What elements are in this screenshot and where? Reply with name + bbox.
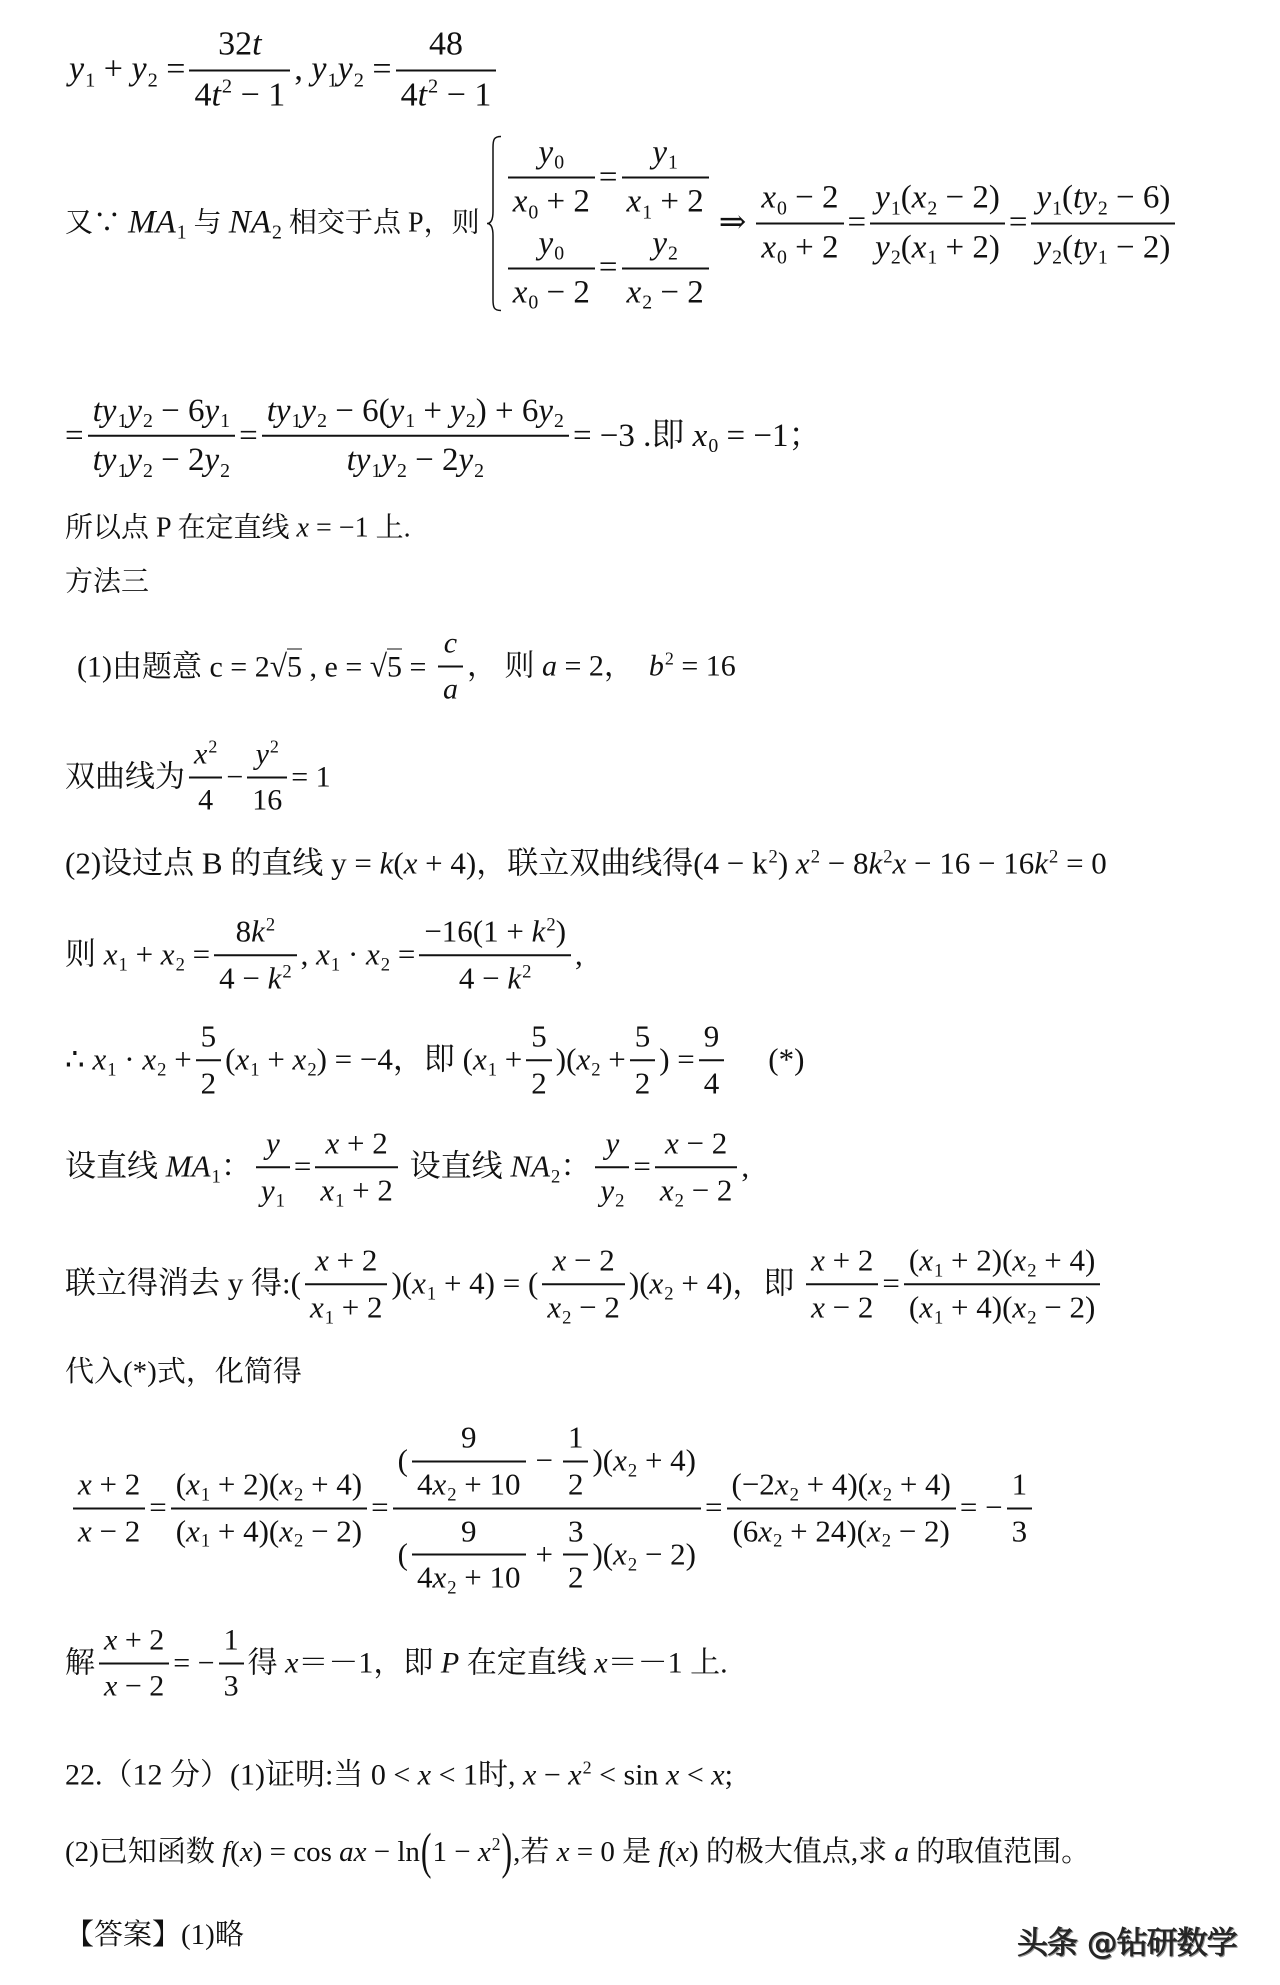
question-part1-text: (1)证明:当 0 < x < 1时, $x - x^2 < \sin x < x$; (230, 1757, 733, 1792)
numerator: $(-2x_2 + 4)(x_2 + 4)$ (727, 1465, 956, 1509)
denominator: $4t^2 - 1$ (400, 75, 492, 113)
denominator: $(6x_2 + 24)(x_2 - 2)$ (732, 1513, 950, 1552)
method2-conclusion (65, 511, 411, 546)
numerator: $y^2$ (247, 736, 287, 779)
numerator: x + 2 (305, 1241, 388, 1285)
numerator: $(x_1 + 2)(x_2 + 4)$ (171, 1465, 367, 1509)
product-lhs: , $y_1y_2$ = (294, 50, 392, 92)
denominator: $ty_1y_2 - 2y_2$ (346, 442, 485, 482)
part2-pre: (2)已知函数 f(x) = cos ax − ln (65, 1835, 420, 1868)
equals: = − (173, 1646, 215, 1680)
fraction (396, 24, 497, 117)
numerator: x − 2 (655, 1124, 738, 1168)
conjunction: 与 (186, 207, 229, 239)
equals: = (598, 249, 618, 286)
line-na2: $NA_2$ (510, 1148, 561, 1188)
denominator: $y_1$ (260, 1172, 285, 1211)
numerator: 9 (412, 1419, 526, 1463)
fraction (189, 24, 290, 117)
fraction (256, 1124, 290, 1210)
numerator: $ty_1y_2 - 6y_1$ (88, 391, 235, 437)
line-b-pre: (2)设过点 B 的直线 y = (65, 845, 380, 881)
denominator (393, 1509, 701, 1598)
numerator: $y_0$ (508, 133, 595, 179)
numerator: 9 (699, 1017, 725, 1061)
system-row (504, 133, 713, 224)
numerator: $x_0 - 2$ (756, 178, 843, 224)
denominator: $4 - k^2$ (219, 960, 292, 995)
eliminate-part: )$(x_2 + 4)$，即 (628, 1265, 803, 1305)
big-paren-close: ) (501, 1823, 513, 1880)
equals: = (371, 1489, 389, 1525)
denominator: $y_2$ (600, 1172, 625, 1211)
denominator: x − 2 (78, 1513, 141, 1548)
intersection-tail: 相交于点 P，则 (281, 207, 480, 239)
ratio-result: = −3 .即 $x_0 = -1$； (572, 417, 822, 457)
line-b-math: k(x + 4) (379, 845, 477, 881)
question-22-part2 (65, 1823, 1091, 1880)
equals: = (598, 159, 618, 196)
fraction (699, 1017, 725, 1103)
fraction (73, 1465, 145, 1551)
numerator: $ty_1y_2 - 6(y_1 + y_2) + 6y_2$ (262, 391, 569, 437)
equals: = (149, 1489, 167, 1525)
question-number: 22. (65, 1758, 103, 1792)
fraction (622, 133, 709, 224)
numerator: $-16(1 + k^2)$ (419, 912, 571, 956)
conclusion-pre: 所以点 P 在定直线 (65, 512, 297, 544)
method3-heading (65, 565, 149, 600)
denominator: $x_2 - 2$ (547, 1289, 620, 1328)
quadratic-equation: $x^2 - 8k^2x - 16 - 16k^2 = 0$ (795, 845, 1107, 881)
fraction (508, 133, 595, 224)
product-lhs: , $x_1 \cdot x_2$ = (300, 936, 416, 976)
denominator: x − 2 (811, 1289, 874, 1324)
denominator: $4x_2 + 10$ (416, 1466, 521, 1506)
line-through-b (65, 845, 1107, 884)
relation-part: $(x_1 + x_2) = -4$，即 ($x_1$ + (225, 1041, 523, 1081)
numerator: x − 2 (542, 1241, 625, 1285)
denominator: 2 (531, 1065, 547, 1100)
denominator: $x_1 + 2$ (320, 1172, 393, 1211)
fraction (189, 736, 222, 819)
fraction (630, 1017, 656, 1103)
denominator: $x_1 + 2$ (309, 1289, 383, 1328)
vieta-line (65, 912, 583, 998)
eliminate-pre: 联立得消去 y 得:( (65, 1265, 301, 1301)
equals: = (847, 204, 867, 241)
vieta-t-equation (69, 24, 500, 117)
vieta-pre: 则 (65, 936, 104, 972)
brace-icon (486, 135, 502, 311)
fraction (247, 736, 287, 819)
conclusion-post: 上. (368, 512, 411, 544)
numerator: x + 2 (73, 1465, 145, 1509)
denominator: $x_2 - 2$ (626, 274, 704, 314)
numerator: $y_1$ (622, 133, 709, 179)
denominator: 2 (200, 1065, 217, 1100)
fraction (262, 391, 569, 482)
intersection-line (65, 133, 1179, 314)
hyperbola-pre: 双曲线为 (65, 760, 185, 794)
factor: )$(x_2 + 4)$ (592, 1442, 697, 1482)
minus: − (226, 760, 244, 794)
answer-text: (1)略 (181, 1918, 244, 1951)
relation-line (65, 1017, 804, 1103)
lines-ma1-na2 (65, 1124, 749, 1210)
denominator: 3 (1011, 1513, 1028, 1548)
equation-system (504, 133, 713, 314)
fraction (315, 1124, 398, 1210)
ratio-line (65, 391, 821, 482)
denominator: 16 (252, 783, 283, 816)
fraction (214, 912, 297, 998)
fraction (595, 1124, 629, 1210)
denominator: $ty_1y_2 - 2y_2$ (92, 442, 231, 482)
fraction (526, 1017, 552, 1103)
intersection-lead: 又∵ (65, 207, 129, 239)
numerator: c (438, 625, 463, 668)
denominator: $x_1 + 2$ (626, 183, 704, 224)
numerator: $y_0$ (508, 223, 595, 269)
equation-tag: (*) (768, 1041, 805, 1077)
solve-label: 解 (65, 1646, 95, 1680)
fraction (622, 223, 709, 314)
numerator: 1 (219, 1622, 244, 1665)
part2-post: ,若 x = 0 是 f(x) 的极大值点,求 a 的取值范围。 (513, 1835, 1091, 1868)
conclusion-text: 得 x＝－1，即 P 在定直线 x＝－1 上. (247, 1646, 728, 1680)
eccentricity-line (77, 625, 736, 708)
fraction (870, 178, 1005, 269)
hyperbola-line (65, 736, 331, 819)
numerator: 5 (196, 1017, 222, 1061)
eccentricity-pre: (1)由题意 c = 2√5 , e = √5 = (77, 648, 434, 684)
fraction (508, 223, 595, 314)
therefore-symbol: ∴ (65, 1041, 93, 1077)
denominator: 4 (703, 1065, 720, 1100)
big-paren-open: ( (420, 1823, 432, 1880)
implies-arrow: ⇒ (718, 204, 747, 241)
eccentricity-mid: ， 则 (466, 649, 542, 683)
numerator: $y_1(x_2 - 2)$ (870, 178, 1005, 224)
relation-part: )($x_2$ + (555, 1041, 626, 1081)
sum-lhs: $x_1 + x_2$ = (103, 936, 211, 976)
fraction (727, 1465, 956, 1551)
denominator: $x_0 - 2$ (512, 274, 590, 314)
eccentricity-result: a = 2， $b^2 = 16$ (541, 648, 736, 683)
operator: + (535, 1536, 553, 1572)
denominator: a (442, 672, 458, 705)
relation-part: ) = (659, 1041, 695, 1077)
denominator: $4 - k^2$ (458, 960, 532, 995)
numerator: 9 (412, 1512, 526, 1556)
fraction (419, 912, 571, 998)
method3-conclusion (65, 1622, 728, 1705)
colon: ： (560, 1148, 592, 1184)
fraction (305, 1241, 388, 1327)
numerator: 48 (396, 24, 497, 72)
factor: )$(x_2 - 2)$ (592, 1536, 697, 1576)
fraction (563, 1512, 589, 1598)
compound-fraction (393, 1419, 701, 1598)
numerator: y (595, 1124, 629, 1168)
fraction (563, 1419, 589, 1505)
equals: = (705, 1489, 723, 1525)
denominator: $y_2(x_1 + 2)$ (875, 229, 1000, 269)
denominator: $x_2 - 2$ (659, 1172, 733, 1211)
colon: ： (220, 1148, 252, 1184)
denominator: $x_0 + 2$ (761, 229, 839, 269)
equals: = (293, 1148, 312, 1184)
line-ma1: $MA_1$ (165, 1148, 221, 1188)
denominator: $4x_2 + 10$ (416, 1559, 521, 1599)
numerator: 3 (563, 1512, 589, 1556)
sum-lhs: $y_1 + y_2$ = (69, 50, 186, 92)
substitute-text: 代入(*)式，化简得 (65, 1355, 302, 1388)
line-na2: $NA_2$ (228, 204, 282, 244)
answer-line (65, 1917, 244, 1953)
numerator: y (256, 1124, 290, 1168)
numerator: $8k^2$ (214, 912, 297, 956)
fraction (542, 1241, 625, 1327)
denominator: x − 2 (104, 1669, 165, 1702)
comma: , (741, 1148, 750, 1184)
equals: = (633, 1148, 651, 1184)
fraction (756, 178, 843, 269)
eliminate-line (65, 1241, 1104, 1327)
lines-pre: 设直线 (401, 1148, 511, 1184)
fraction (88, 391, 235, 482)
fraction (196, 1017, 222, 1103)
numerator: $y_1(ty_2 - 6)$ (1031, 178, 1175, 224)
eliminate-part: )$(x_1 + 4)$ = ( (391, 1265, 539, 1305)
equals: = − (959, 1489, 1003, 1525)
paren: ( (397, 1536, 408, 1572)
fraction (171, 1465, 367, 1551)
denominator: 2 (567, 1559, 584, 1595)
conclusion-math: x = −1 (296, 512, 369, 544)
line-ma1: $MA_1$ (128, 204, 187, 244)
numerator: $(x_1 + 2)(x_2 + 4)$ (904, 1241, 1100, 1285)
fraction (412, 1419, 526, 1505)
denominator: $x_0 + 2$ (512, 183, 590, 224)
denominator: 2 (567, 1466, 584, 1502)
fraction (412, 1512, 526, 1598)
operator: − (535, 1442, 553, 1478)
equals: = (1008, 204, 1028, 241)
numerator: $y_2$ (622, 223, 709, 269)
lines-pre: 设直线 (65, 1148, 166, 1184)
equals: = (239, 417, 258, 454)
substitute-note (65, 1354, 302, 1390)
fraction (438, 625, 463, 708)
question-22-part1 (65, 1756, 733, 1794)
hyperbola-rhs: = 1 (291, 760, 331, 794)
equals: = (882, 1265, 900, 1301)
numerator: 1 (1007, 1465, 1033, 1509)
paren: ( (397, 1442, 408, 1478)
comma: , (575, 936, 583, 972)
fraction (1007, 1465, 1033, 1551)
numerator: x + 2 (806, 1241, 878, 1285)
denominator: $4t^2 - 1$ (194, 75, 286, 113)
section-heading: 方法三 (65, 566, 150, 598)
numerator: $x^2$ (189, 736, 222, 779)
numerator: 1 (563, 1419, 589, 1463)
numerator: x + 2 (99, 1622, 169, 1665)
fraction (219, 1622, 244, 1705)
numerator: 5 (526, 1017, 552, 1061)
numerator (393, 1419, 701, 1510)
fraction (655, 1124, 738, 1210)
denominator: $(x_1 + 4)(x_2 - 2)$ (175, 1513, 363, 1552)
denominator: $y_2(ty_1 - 2)$ (1036, 229, 1171, 269)
fraction (1031, 178, 1175, 269)
numerator: 32t (189, 24, 290, 72)
equals: = (65, 417, 84, 454)
denominator: 3 (223, 1669, 239, 1702)
denominator: $(x_1 + 4)(x_2 - 2)$ (908, 1289, 1096, 1328)
numerator: x + 2 (315, 1124, 398, 1168)
relation-part: $x_1 \cdot x_2$ + (92, 1041, 192, 1081)
fraction (904, 1241, 1100, 1327)
system-row (504, 223, 713, 314)
numerator: 5 (630, 1017, 656, 1061)
fraction (806, 1241, 878, 1327)
line-b-mid: ，联立双曲线得$(4 - k^2)$ (476, 845, 796, 881)
part2-inner: $1 - x^2$ (432, 1834, 501, 1868)
simplify-line (69, 1419, 1036, 1598)
watermark: 头条 @钻研数学 (1017, 1925, 1237, 1962)
answer-label: 【答案】 (65, 1918, 182, 1951)
denominator: 2 (634, 1065, 651, 1100)
denominator: 4 (198, 783, 214, 816)
question-score: （12 分） (102, 1758, 230, 1792)
fraction (99, 1622, 169, 1705)
